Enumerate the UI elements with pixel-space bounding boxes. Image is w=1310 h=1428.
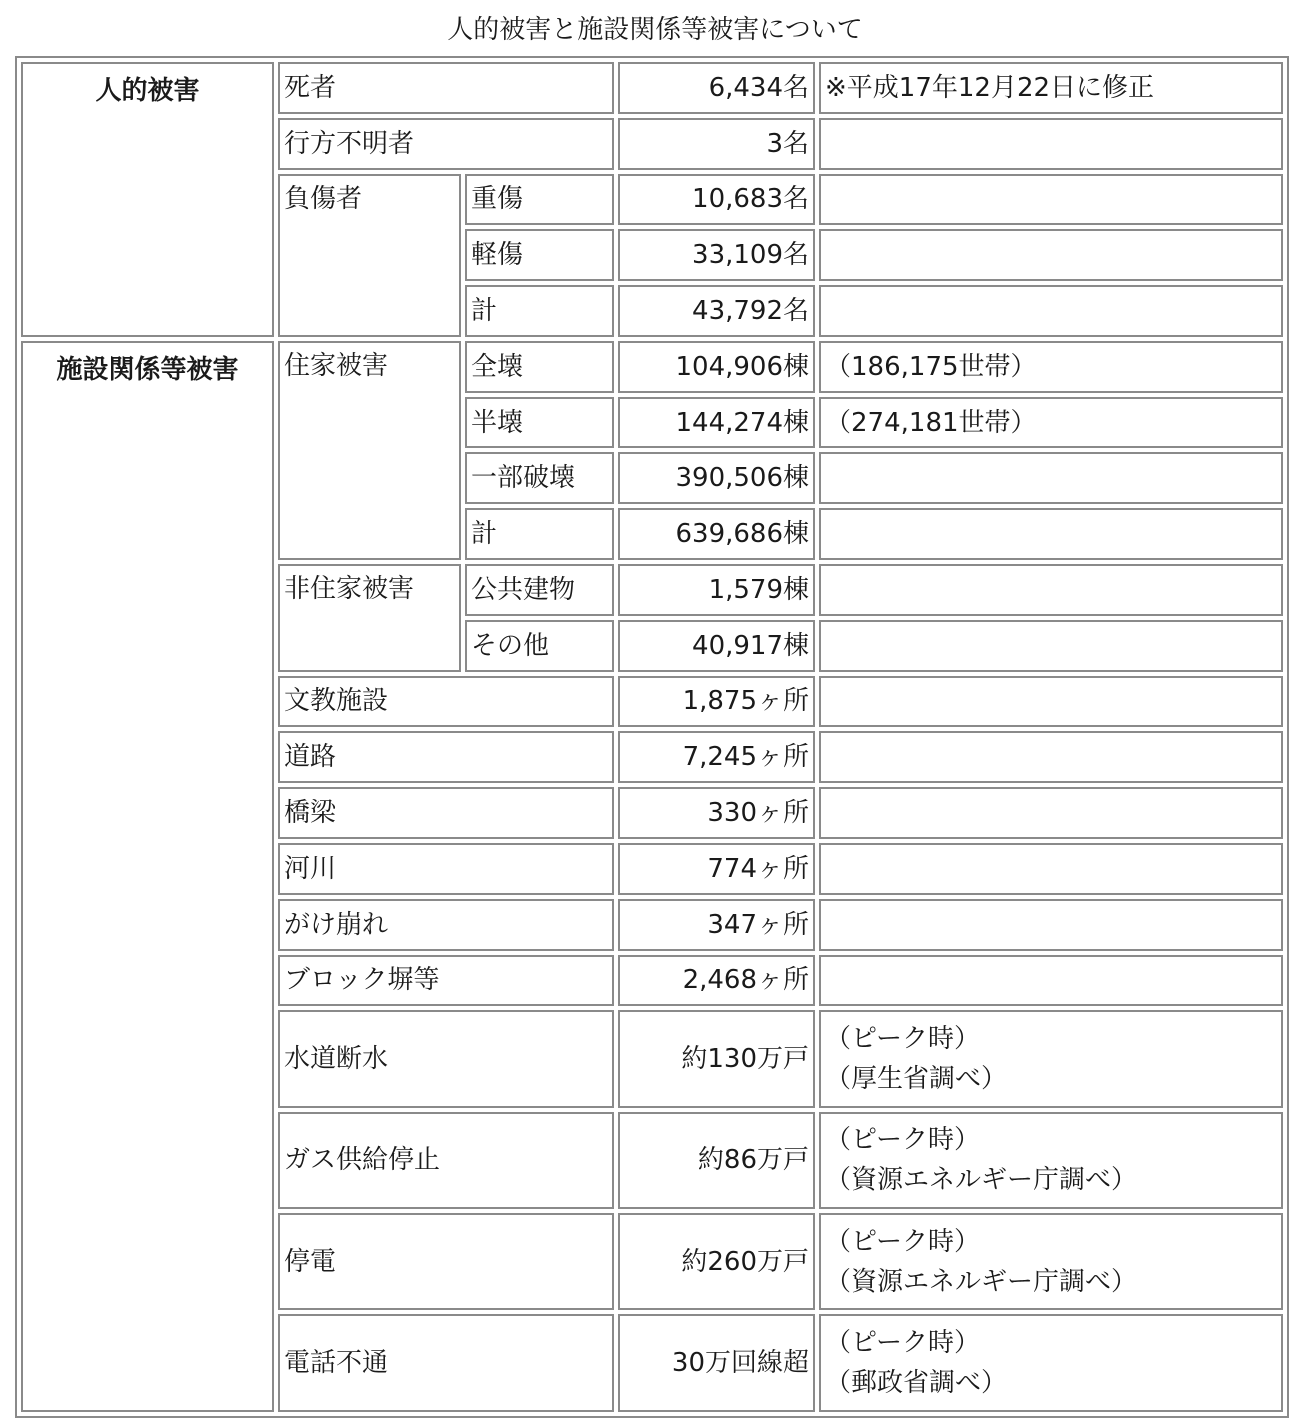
row-label: 全壊 xyxy=(465,341,614,393)
note-line: （ピーク時） xyxy=(825,1226,980,1257)
row-label: 停電 xyxy=(278,1213,614,1310)
row-note xyxy=(819,285,1283,337)
damage-table xyxy=(15,56,1289,1418)
row-value: 347ヶ所 xyxy=(618,899,815,951)
row-note: （186,175世帯） xyxy=(819,341,1283,393)
row-note xyxy=(819,899,1283,951)
row-value: 約260万戸 xyxy=(618,1213,815,1310)
row-label: 道路 xyxy=(278,731,614,783)
group-housing: 住家被害 xyxy=(278,341,461,560)
row-value: 43,792名 xyxy=(618,285,815,337)
row-note: （274,181世帯） xyxy=(819,397,1283,449)
row-note xyxy=(819,620,1283,672)
row-note xyxy=(819,564,1283,616)
row-value: 33,109名 xyxy=(618,229,815,281)
table-row xyxy=(21,341,1283,393)
row-label: ブロック塀等 xyxy=(278,955,614,1007)
row-note xyxy=(819,118,1283,170)
row-label: 河川 xyxy=(278,843,614,895)
row-note xyxy=(819,229,1283,281)
note-line: （ピーク時） xyxy=(825,1328,980,1359)
row-label: 死者 xyxy=(278,62,614,114)
note-line: （厚生省調べ） xyxy=(825,1063,1008,1094)
row-label: 行方不明者 xyxy=(278,118,614,170)
row-value: 7,245ヶ所 xyxy=(618,731,815,783)
row-label: 文教施設 xyxy=(278,676,614,728)
row-value: 10,683名 xyxy=(618,174,815,226)
group-injured: 負傷者 xyxy=(278,174,461,337)
row-value: 約86万戸 xyxy=(618,1112,815,1209)
row-note xyxy=(819,1213,1283,1310)
row-value: 774ヶ所 xyxy=(618,843,815,895)
row-value: 104,906棟 xyxy=(618,341,815,393)
note-line: （ピーク時） xyxy=(825,1125,980,1156)
row-note xyxy=(819,508,1283,560)
row-label: 重傷 xyxy=(465,174,614,226)
row-value: 40,917棟 xyxy=(618,620,815,672)
row-note xyxy=(819,174,1283,226)
group-non-housing: 非住家被害 xyxy=(278,564,461,672)
row-label: 計 xyxy=(465,508,614,560)
row-value: 390,506棟 xyxy=(618,452,815,504)
row-label: 半壊 xyxy=(465,397,614,449)
row-label: 一部破壊 xyxy=(465,452,614,504)
row-value: 1,875ヶ所 xyxy=(618,676,815,728)
note-line: （ピーク時） xyxy=(825,1023,980,1054)
row-label: ガス供給停止 xyxy=(278,1112,614,1209)
row-note xyxy=(819,676,1283,728)
row-value: 330ヶ所 xyxy=(618,787,815,839)
row-value: 3名 xyxy=(618,118,815,170)
row-note xyxy=(819,452,1283,504)
row-label: 計 xyxy=(465,285,614,337)
row-label: 水道断水 xyxy=(278,1010,614,1107)
row-note: ※平成17年12月22日に修正 xyxy=(819,62,1283,114)
row-value: 30万回線超 xyxy=(618,1314,815,1412)
row-label: 公共建物 xyxy=(465,564,614,616)
row-value: 639,686棟 xyxy=(618,508,815,560)
row-value: 6,434名 xyxy=(618,62,815,114)
row-note xyxy=(819,1010,1283,1107)
row-note xyxy=(819,843,1283,895)
note-line: （郵政省調べ） xyxy=(825,1368,1008,1399)
row-label: がけ崩れ xyxy=(278,899,614,951)
row-note xyxy=(819,1314,1283,1412)
table-caption: 人的被害と施設関係等被害について xyxy=(447,15,863,45)
row-label: その他 xyxy=(465,620,614,672)
row-value: 144,274棟 xyxy=(618,397,815,449)
note-line: （資源エネルギー庁調べ） xyxy=(825,1165,1138,1196)
row-note xyxy=(819,955,1283,1007)
table-row xyxy=(21,62,1283,114)
row-value: 2,468ヶ所 xyxy=(618,955,815,1007)
row-note xyxy=(819,1112,1283,1209)
row-label: 電話不通 xyxy=(278,1314,614,1412)
row-value: 約130万戸 xyxy=(618,1010,815,1107)
row-label: 橋梁 xyxy=(278,787,614,839)
category-facility: 施設関係等被害 xyxy=(21,341,274,1412)
note-line: （資源エネルギー庁調べ） xyxy=(825,1266,1138,1297)
row-note xyxy=(819,731,1283,783)
row-value: 1,579棟 xyxy=(618,564,815,616)
row-label: 軽傷 xyxy=(465,229,614,281)
category-human: 人的被害 xyxy=(21,62,274,337)
row-note xyxy=(819,787,1283,839)
